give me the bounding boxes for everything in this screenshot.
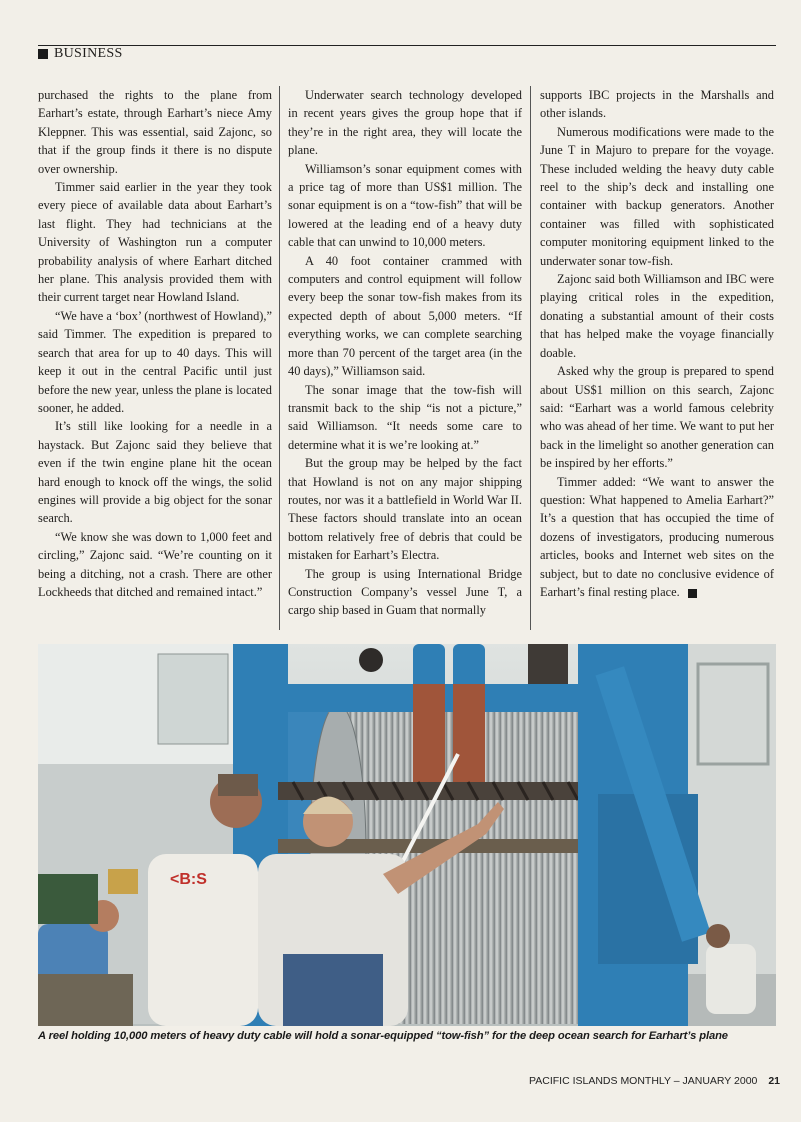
paragraph: Zajonc said both Williamson and IBC were playing critical roles in the expedition, donating a substantial amount of their costs that has helped make the voyage financially doable. <box>540 272 774 360</box>
paragraph: It’s still like looking for a needle in a haystack. But Zajonc said they believe that even if the twin engine plane hit the ocean hard enough to knock off the wings, the solid engines will provide a big object for the sonar search. <box>38 419 272 526</box>
paragraph-final <box>540 473 774 602</box>
article-column-1 <box>38 86 272 601</box>
article-column-2 <box>288 86 522 620</box>
photo-illustration <box>38 644 776 1026</box>
paragraph-text: Timmer added: “We want to answer the question: What happened to Amelia Earhart?” It’s a question that has occupied the time of dozens of investigators, producing numerous articles, books and Internet web sites on the subject, but to date no conclusive evidence of Earhart’s final resting place. <box>540 474 774 599</box>
end-of-story-marker <box>688 589 697 598</box>
photo-caption: A reel holding 10,000 meters of heavy duty cable will hold a sonar-equipped “tow-fish” for the deep ocean search for Earhart’s plane <box>38 1030 728 1042</box>
column-divider <box>279 86 280 630</box>
paragraph: The group is using International Bridge Construction Company’s vessel June T, a cargo ship based in Guam that normally <box>288 566 522 618</box>
paragraph: Williamson’s sonar equipment comes with a price tag of more than US$1 million. The sonar equipment is on a “tow-fish” that will be lowered at the leading end of a heavy duty cable that can unwind to 10,000 meters. <box>288 161 522 250</box>
paragraph: “We know she was down to 1,000 feet and circling,” Zajonc said. “We’re counting on it being a ditching, not a crash. There are other Lockheeds that ditched and remained intact.” <box>38 529 272 599</box>
section-header <box>38 45 776 62</box>
paragraph: Numerous modifications were made to the June T in Majuro to prepare for the voyage. These included welding the heavy duty cable reel to the ship’s deck and installing one container with backup generators. Another container was filled with sophisticated computer monitoring equipment linked to the underwater sonar tow-fish. <box>540 124 774 268</box>
page-footer <box>480 1075 780 1087</box>
publication-info: PACIFIC ISLANDS MONTHLY – JANUARY 2000 <box>529 1075 758 1087</box>
paragraph: Underwater search technology developed in recent years gives the group hope that if they’re in the right area, they will locate the plane. <box>288 88 522 158</box>
paragraph: But the group may be helped by the fact that Howland is not on any major shipping routes, nor was it a battlefield in World War II. These factors should translate into an ocean bottom relatively free of debris that could be mistaken for Earhart’s Electra. <box>288 456 522 563</box>
paragraph: Timmer said earlier in the year they took every piece of available data about Earhart’s last flight. They had technicians at the University of Washington run a computer probability analysis of where Earhart ditched her plane. This analysis provided them with their current target near Howland Island. <box>38 180 272 305</box>
section-label: BUSINESS <box>54 46 123 61</box>
paragraph: A 40 foot container crammed with computers and control equipment will follow every beep the sonar tow-fish makes from its expected depth of about 5,000 meters. “If everything works, we can complete searching more than 70 percent of the target area (in the 40 days),” Williamson said. <box>288 253 522 379</box>
section-marker <box>38 49 48 59</box>
column-divider <box>530 86 531 630</box>
svg-text:<B:S: <B:S <box>170 871 207 888</box>
paragraph: “We have a ‘box’ (northwest of Howland),” said Timmer. The expedition is prepared to search that area for up to 40 days. This will keep it out in the central Pacific until just before the new year, unless the plane is located sooner, he added. <box>38 308 272 415</box>
paragraph: Asked why the group is prepared to spend about US$1 million on this search, Zajonc said: “Earhart was a world famous celebrity who was ahead of her time. We want to put her back in the limelight so another generation can be inspired by her efforts.” <box>540 364 774 471</box>
article-column-3 <box>540 86 774 601</box>
paragraph: The sonar image that the tow-fish will transmit back to the ship “is not a picture,” said Williamson. “It needs some care to determine what it is we’re looking at.” <box>288 382 522 452</box>
cable-reel-photo <box>38 644 776 1026</box>
paragraph: supports IBC projects in the Marshalls and other islands. <box>540 88 774 121</box>
page-number: 21 <box>768 1075 780 1087</box>
paragraph: purchased the rights to the plane from Earhart’s estate, through Earhart’s niece Amy Kleppner. This was essential, said Zajonc, so that if the group finds it there is no dispute over ownership. <box>38 88 272 176</box>
